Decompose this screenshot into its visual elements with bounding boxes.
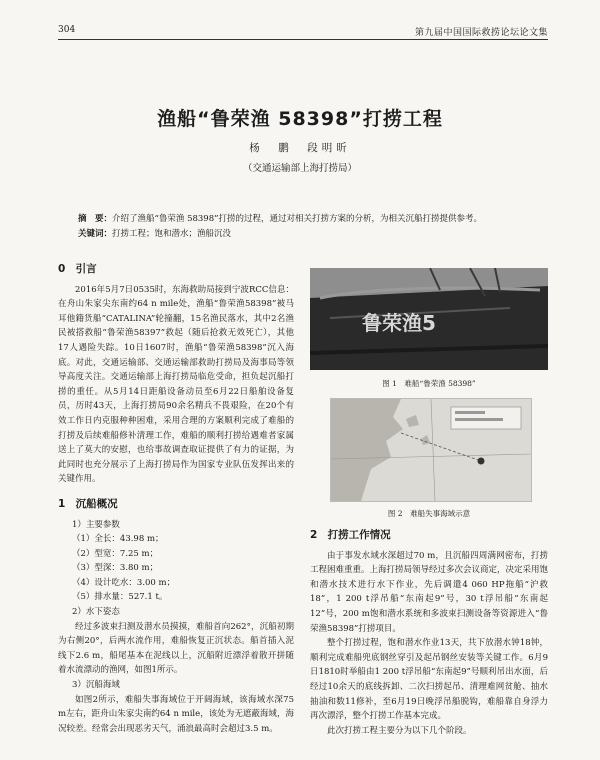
- process-paragraph-3: 此次打捞工程主要分为以下几个阶段。: [327, 725, 472, 736]
- param-item: （2）型宽：7.25 m；: [72, 548, 159, 559]
- figure-1-caption: 图 1 难船“鲁荣渔 58398”: [382, 379, 476, 388]
- section-number: 2: [310, 529, 318, 541]
- keywords: [78, 227, 548, 242]
- abstract: [78, 212, 548, 227]
- area-paragraph: 如图2所示，难船失事海域位于开阔海域，该海域水深75 m左右，距舟山朱家尖南约64 n mile，该处为无遮蔽海域，海况较差。经常会出现恶劣天气，涌浪最高时会超过3.5 m。: [58, 694, 294, 734]
- section-heading-wreck: [58, 497, 294, 512]
- figure-1-photo: [310, 268, 548, 370]
- section-number: 1: [58, 497, 66, 510]
- process-paragraph-1: 由于事发水域水深超过70 m，且沉船四周满网密布，打捞工程困难重重。上海打捞局领导经过多次会议商定，决定采用饱和潜水技术进行水下作业，先后调遣4 060 HP拖船“沪救18”，1 200 t浮吊船“东南起9”号，30 t浮吊船“东南起12”号，200 m饱和潜水系统和多波束扫测设备等资源进入“鲁荣渔58398”打捞项目。: [310, 550, 549, 634]
- wreck-site-marker: [478, 458, 485, 465]
- sea-area-map: [331, 399, 531, 501]
- section-title: 引言: [75, 263, 97, 275]
- running-header: [58, 25, 548, 40]
- section-title: 打捞工作情况: [327, 529, 391, 541]
- running-title: 第九届中国国际救捞论坛论文集: [414, 28, 548, 38]
- attitude-paragraph: 经过多波束扫测及潜水员摸摸，难船首向262°，沉船初期为右侧20°，后两水流作用，难船恢复正沉状态。船首插入泥线下2.6 m，船尾基本在泥线以上，沉船附近漂浮着散开拼随着水流漂动的渔网，如图1所示。: [58, 621, 294, 676]
- keywords-label: 关键词：: [78, 229, 113, 239]
- figure-2-map: [330, 398, 532, 502]
- hull-lettering: 鲁荣渔5: [362, 311, 436, 335]
- param-item: （1）全长：43.98 m；: [72, 534, 164, 545]
- param-item: （4）设计吃水：3.00 m；: [72, 577, 176, 588]
- page-number: 304: [58, 25, 76, 35]
- abstract-text: 介绍了渔船“鲁荣渔 58398”打捞的过程，通过对相关打捞方案的分析，为相关沉船打捞提供参考。: [112, 214, 482, 224]
- affiliation: （交通运输部上海打捞局）: [242, 163, 357, 174]
- keywords-text: 打捞工程；饱和潜水；渔船沉没: [112, 229, 232, 239]
- authors: 杨 鹏 段明昕: [249, 142, 351, 154]
- section-heading-intro: [58, 262, 294, 277]
- param-item: （3）型深：3.80 m；: [72, 563, 159, 574]
- wreck-photo-drawing: [310, 268, 548, 370]
- param-item: （5）排水量：527.1 t。: [72, 592, 168, 603]
- right-column: [310, 528, 548, 738]
- process-paragraph-2: 整个打捞过程，饱和潜水作业13天，共下放潜水钟18钟，顺利完成难船兜底钢丝穿引及起吊钢丝安装等关键工作。6月9日1810时举船由1 200 t浮吊船“东南起9”号顺利吊出水面，后经过10余天的底线拆卸、二次扫捞起吊、清理难网贫舱、抽水抽油和数11修补，至6月19日晚浮吊船脱钩，难船靠自身浮力再次漂浮，整个打捞工作基本完成。: [310, 638, 548, 722]
- abstract-block: [78, 212, 548, 242]
- subheading-params: 1）主要参数: [72, 519, 120, 530]
- left-column: [58, 262, 294, 736]
- subheading-attitude: 2）水下姿态: [72, 607, 120, 618]
- intro-paragraph: 2016年5月7日0535时，东海救助局接到宁波RCC信息：在舟山朱家尖东南约64 n mile处，渔船“鲁荣渔58398”被马耳他籍货船“CATALINA”轮撞翻，15名渔民落水，其中2名渔民被搭救船“鲁荣渔58397”救起（随后抢救无效死亡），其他17人遇险失踪。10日1607时，渔船“鲁荣渔58398”沉入海底。对此，交通运输部、交通运输部救助打捞局及海事局等领导高度关注。交通运输部上海打捞局临危受命，担负起沉船打捞的重任。从5月14日距船设备动员至6月22日船舶设备复员，历时43天，上海打捞局90余名精兵不畏艰险，在20个有效工作日内克服种种困难，采用合理的方案顺利完成了难船的打捞及后续难船修补清理工作，难船的顺利打捞给遇难者家属送上了莫大的安慰，也给事故调查取证提供了有力的证据，为此同时也充分展示了上海打捞局作为国家专业队伍发挥出来的关键作用。: [58, 284, 294, 485]
- section-heading-process: [310, 528, 548, 543]
- figure-2-caption: 图 2 难船失事海域示意: [387, 509, 471, 518]
- subheading-area: 3）沉船海域: [72, 680, 120, 691]
- abstract-label: 摘 要：: [78, 214, 113, 224]
- paper-title: 渔船“鲁荣渔 58398”打捞工程: [157, 108, 443, 130]
- section-number: 0: [58, 263, 66, 275]
- section-title: 沉船概况: [75, 497, 118, 510]
